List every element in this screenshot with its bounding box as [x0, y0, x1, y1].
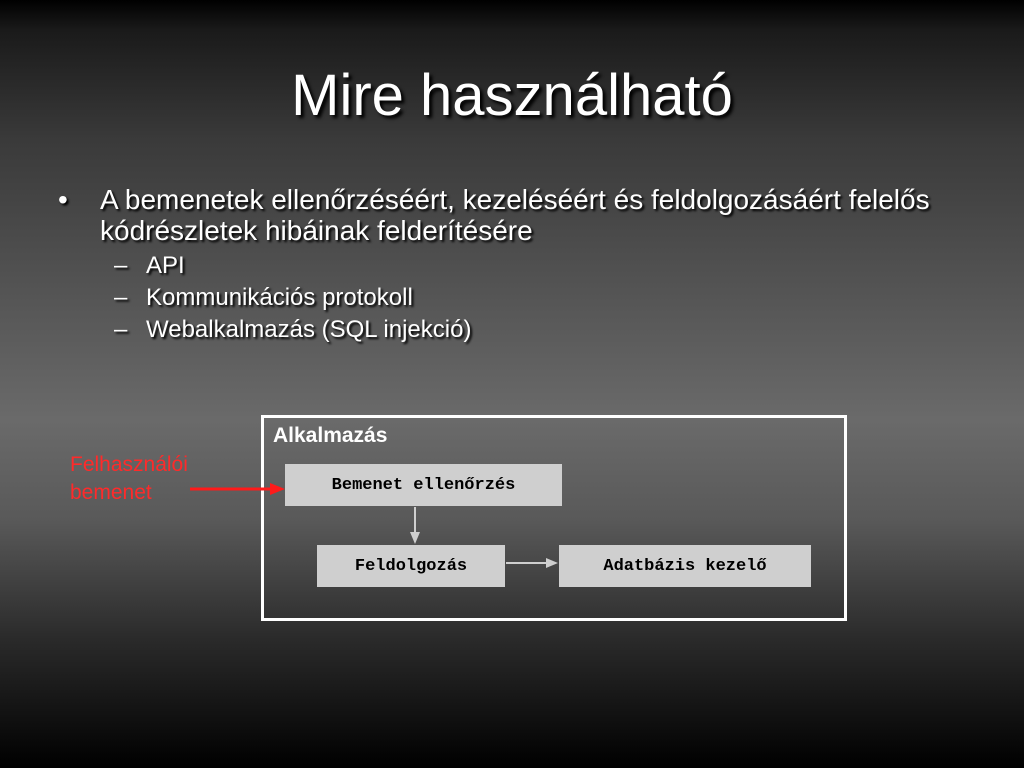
- sub-bullet-marker: –: [114, 316, 128, 343]
- bullet-text: A bemenetek ellenőrzéséért, kezeléséért és feldolgozásáért felelős kódrészletek hibáinak felderítésére: [100, 184, 930, 246]
- bullet-marker: •: [58, 184, 68, 215]
- input-to-processing-arrow-head: [410, 532, 420, 544]
- sub-bullet-text: Webalkalmazás (SQL injekció): [146, 316, 472, 343]
- sub-bullet-marker: –: [114, 252, 128, 279]
- processing-to-database-arrow-head: [546, 558, 558, 568]
- user-input-label-line2: bemenet: [70, 481, 152, 504]
- sub-bullet-text: Kommunikációs protokoll: [146, 284, 413, 311]
- sub-bullet-marker: –: [114, 284, 128, 311]
- sub-bullet-text: API: [146, 252, 185, 279]
- database-handler-box: Adatbázis kezelő: [559, 545, 811, 587]
- input-check-box: Bemenet ellenőrzés: [285, 464, 562, 506]
- application-label: Alkalmazás: [273, 424, 388, 447]
- user-input-label-line1: Felhasználói: [70, 453, 188, 476]
- slide-title: Mire használható: [291, 63, 733, 128]
- processing-box: Feldolgozás: [317, 545, 505, 587]
- user-input-arrow-head: [270, 483, 285, 495]
